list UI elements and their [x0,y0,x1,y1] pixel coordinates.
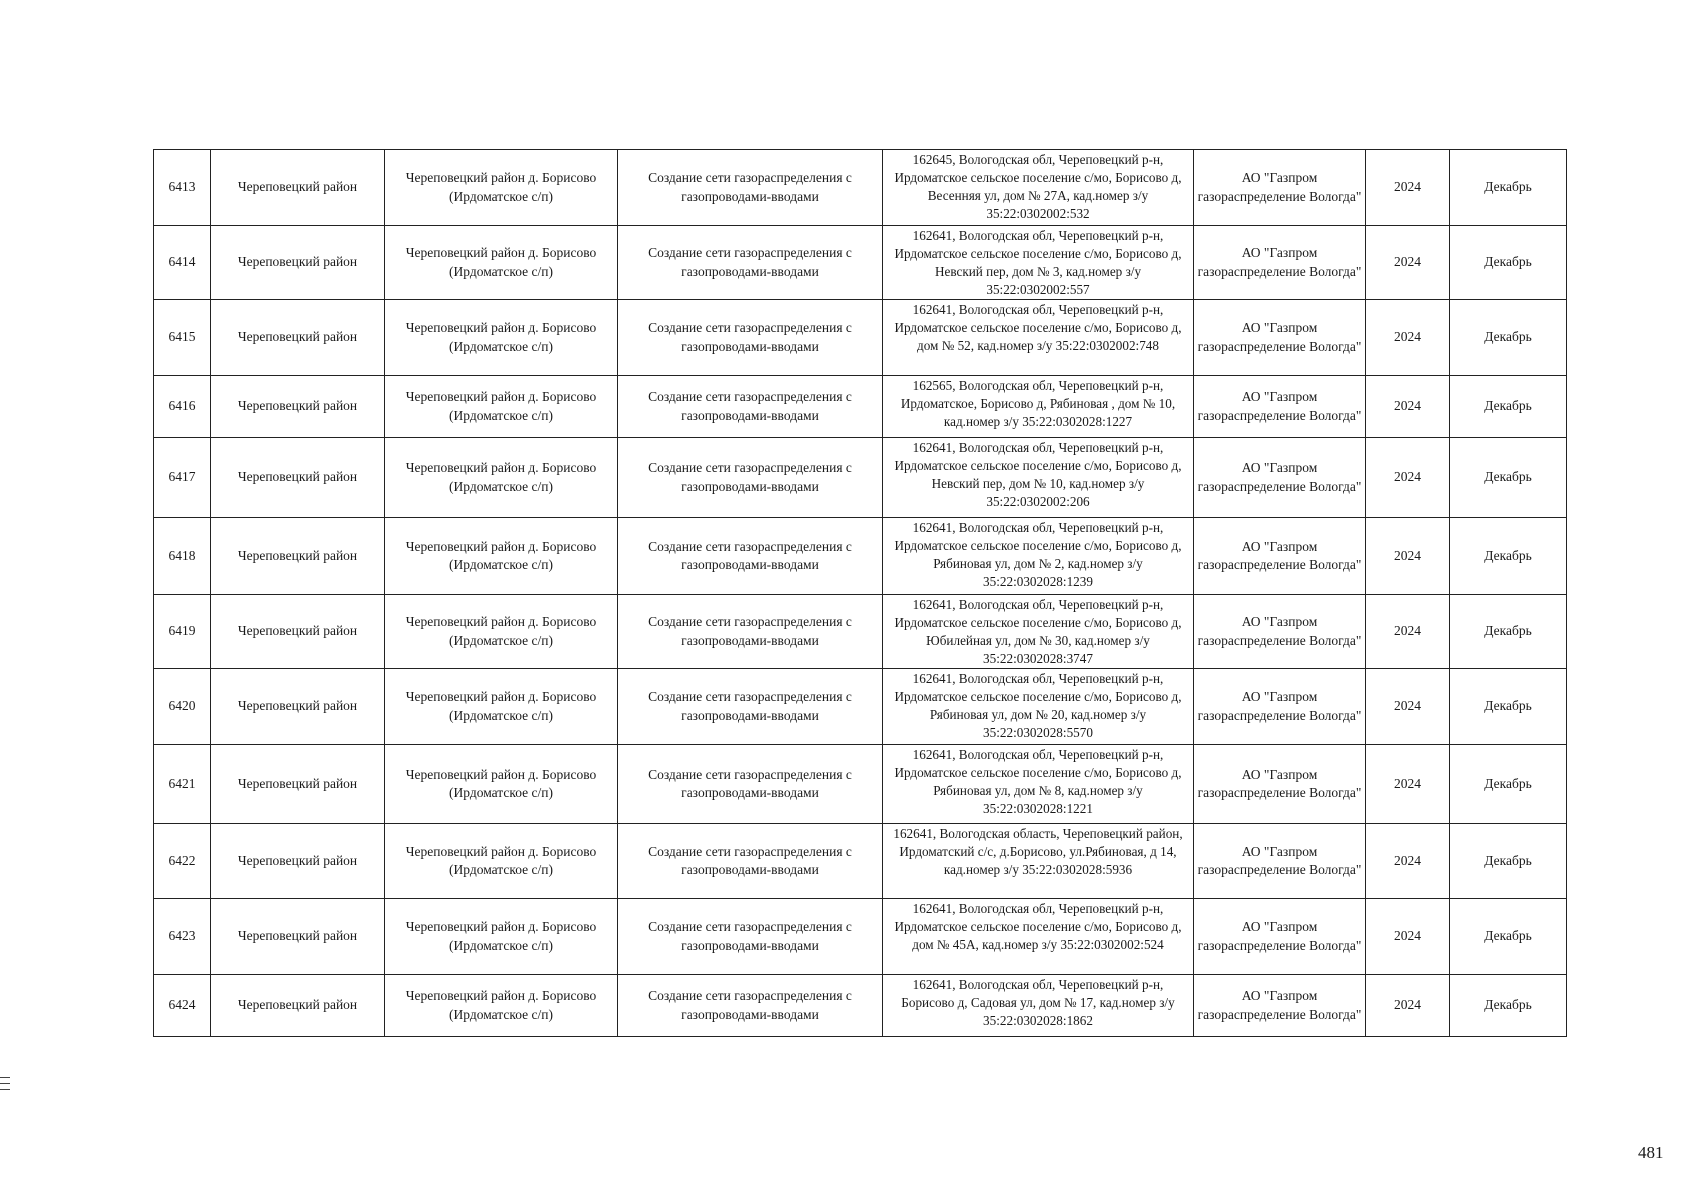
locality-cell: Череповецкий район д. Борисово (Ирдоматское с/п) [385,899,618,975]
work-type-cell: Создание сети газораспределения с газопроводами-вводами [618,824,883,899]
table-row [154,595,1567,669]
organization-cell: АО "Газпром газораспределение Вологда" [1194,899,1366,975]
year-cell: 2024 [1366,438,1450,518]
address-cell: 162641, Вологодская обл, Череповецкий р-н, Ирдоматское сельское поселение с/мо, Борисово д, Юбилейная ул, дом № 30, кад.номер з/у 35:22:0302028:3747 [883,595,1194,669]
organization-cell: АО "Газпром газораспределение Вологда" [1194,150,1366,226]
margin-marks [0,1077,10,1099]
year-cell: 2024 [1366,226,1450,300]
address-cell: 162641, Вологодская обл, Череповецкий р-н, Ирдоматское сельское поселение с/мо, Борисово д, Невский пер, дом № 10, кад.номер з/у 35:22:0302002:206 [883,438,1194,518]
page-number: 481 [1638,1143,1664,1162]
work-type-cell: Создание сети газораспределения с газопроводами-вводами [618,669,883,745]
month-cell: Декабрь [1450,975,1567,1037]
locality-cell: Череповецкий район д. Борисово (Ирдоматское с/п) [385,438,618,518]
locality-cell: Череповецкий район д. Борисово (Ирдоматское с/п) [385,975,618,1037]
table-row [154,669,1567,745]
locality-cell: Череповецкий район д. Борисово (Ирдоматское с/п) [385,824,618,899]
row-number-cell: 6416 [154,376,211,438]
address-cell: 162641, Вологодская обл, Череповецкий р-н, Ирдоматское сельское поселение с/мо, Борисово д, Рябиновая ул, дом № 20, кад.номер з/у 35:22:0302028:5570 [883,669,1194,745]
district-cell: Череповецкий район [211,150,385,226]
row-number-cell: 6424 [154,975,211,1037]
month-cell: Декабрь [1450,824,1567,899]
year-cell: 2024 [1366,824,1450,899]
organization-cell: АО "Газпром газораспределение Вологда" [1194,438,1366,518]
work-type-cell: Создание сети газораспределения с газопроводами-вводами [618,975,883,1037]
year-cell: 2024 [1366,518,1450,595]
district-cell: Череповецкий район [211,669,385,745]
row-number-cell: 6414 [154,226,211,300]
organization-cell: АО "Газпром газораспределение Вологда" [1194,226,1366,300]
district-cell: Череповецкий район [211,438,385,518]
month-cell: Декабрь [1450,438,1567,518]
organization-cell: АО "Газпром газораспределение Вологда" [1194,669,1366,745]
organization-cell: АО "Газпром газораспределение Вологда" [1194,518,1366,595]
work-type-cell: Создание сети газораспределения с газопроводами-вводами [618,595,883,669]
district-cell: Череповецкий район [211,595,385,669]
table-row [154,824,1567,899]
district-cell: Череповецкий район [211,975,385,1037]
organization-cell: АО "Газпром газораспределение Вологда" [1194,975,1366,1037]
organization-cell: АО "Газпром газораспределение Вологда" [1194,376,1366,438]
work-type-cell: Создание сети газораспределения с газопроводами-вводами [618,300,883,376]
month-cell: Декабрь [1450,595,1567,669]
district-cell: Череповецкий район [211,376,385,438]
locality-cell: Череповецкий район д. Борисово (Ирдоматское с/п) [385,669,618,745]
year-cell: 2024 [1366,669,1450,745]
row-number-cell: 6415 [154,300,211,376]
organization-cell: АО "Газпром газораспределение Вологда" [1194,745,1366,824]
address-cell: 162641, Вологодская обл, Череповецкий р-н, Ирдоматское сельское поселение с/мо, Борисово д, Рябиновая ул, дом № 8, кад.номер з/у 35:22:0302028:1221 [883,745,1194,824]
table-row [154,300,1567,376]
year-cell: 2024 [1366,975,1450,1037]
district-cell: Череповецкий район [211,226,385,300]
year-cell: 2024 [1366,150,1450,226]
month-cell: Декабрь [1450,669,1567,745]
locality-cell: Череповецкий район д. Борисово (Ирдоматское с/п) [385,376,618,438]
month-cell: Декабрь [1450,300,1567,376]
locality-cell: Череповецкий район д. Борисово (Ирдоматское с/п) [385,745,618,824]
month-cell: Декабрь [1450,150,1567,226]
address-cell: 162641, Вологодская область, Череповецкий район, Ирдоматский с/с, д.Борисово, ул.Рябиновая, д 14, кад.номер з/у 35:22:0302028:5936 [883,824,1194,899]
year-cell: 2024 [1366,300,1450,376]
year-cell: 2024 [1366,376,1450,438]
work-type-cell: Создание сети газораспределения с газопроводами-вводами [618,376,883,438]
work-type-cell: Создание сети газораспределения с газопроводами-вводами [618,226,883,300]
address-cell: 162641, Вологодская обл, Череповецкий р-н, Ирдоматское сельское поселение с/мо, Борисово д, дом № 52, кад.номер з/у 35:22:0302002:748 [883,300,1194,376]
month-cell: Декабрь [1450,518,1567,595]
locality-cell: Череповецкий район д. Борисово (Ирдоматское с/п) [385,595,618,669]
district-cell: Череповецкий район [211,824,385,899]
locality-cell: Череповецкий район д. Борисово (Ирдоматское с/п) [385,226,618,300]
district-cell: Череповецкий район [211,518,385,595]
table-row [154,518,1567,595]
work-type-cell: Создание сети газораспределения с газопроводами-вводами [618,899,883,975]
month-cell: Декабрь [1450,745,1567,824]
row-number-cell: 6417 [154,438,211,518]
district-cell: Череповецкий район [211,300,385,376]
table-row [154,975,1567,1037]
table-row [154,150,1567,226]
row-number-cell: 6420 [154,669,211,745]
address-cell: 162641, Вологодская обл, Череповецкий р-н, Ирдоматское сельское поселение с/мо, Борисово д, дом № 45А, кад.номер з/у 35:22:0302002:524 [883,899,1194,975]
row-number-cell: 6422 [154,824,211,899]
address-cell: 162565, Вологодская обл, Череповецкий р-н, Ирдоматское, Борисово д, Рябиновая , дом № 10, кад.номер з/у 35:22:0302028:1227 [883,376,1194,438]
address-cell: 162641, Вологодская обл, Череповецкий р-н, Ирдоматское сельское поселение с/мо, Борисово д, Рябиновая ул, дом № 2, кад.номер з/у 35:22:0302028:1239 [883,518,1194,595]
address-cell: 162641, Вологодская обл, Череповецкий р-н, Борисово д, Садовая ул, дом № 17, кад.номер з/у 35:22:0302028:1862 [883,975,1194,1037]
data-table [153,149,1567,1037]
locality-cell: Череповецкий район д. Борисово (Ирдоматское с/п) [385,300,618,376]
work-type-cell: Создание сети газораспределения с газопроводами-вводами [618,745,883,824]
district-cell: Череповецкий район [211,745,385,824]
year-cell: 2024 [1366,899,1450,975]
row-number-cell: 6413 [154,150,211,226]
year-cell: 2024 [1366,745,1450,824]
organization-cell: АО "Газпром газораспределение Вологда" [1194,595,1366,669]
address-cell: 162641, Вологодская обл, Череповецкий р-н, Ирдоматское сельское поселение с/мо, Борисово д, Невский пер, дом № 3, кад.номер з/у 35:22:0302002:557 [883,226,1194,300]
row-number-cell: 6421 [154,745,211,824]
table-row [154,438,1567,518]
table-row [154,376,1567,438]
month-cell: Декабрь [1450,226,1567,300]
locality-cell: Череповецкий район д. Борисово (Ирдоматское с/п) [385,518,618,595]
row-number-cell: 6419 [154,595,211,669]
table-row [154,226,1567,300]
row-number-cell: 6423 [154,899,211,975]
work-type-cell: Создание сети газораспределения с газопроводами-вводами [618,438,883,518]
locality-cell: Череповецкий район д. Борисово (Ирдоматское с/п) [385,150,618,226]
month-cell: Декабрь [1450,899,1567,975]
table-row [154,745,1567,824]
table-row [154,899,1567,975]
month-cell: Декабрь [1450,376,1567,438]
district-cell: Череповецкий район [211,899,385,975]
address-cell: 162645, Вологодская обл, Череповецкий р-н, Ирдоматское сельское поселение с/мо, Борисово д, Весенняя ул, дом № 27А, кад.номер з/у 35:22:0302002:532 [883,150,1194,226]
work-type-cell: Создание сети газораспределения с газопроводами-вводами [618,150,883,226]
work-type-cell: Создание сети газораспределения с газопроводами-вводами [618,518,883,595]
row-number-cell: 6418 [154,518,211,595]
organization-cell: АО "Газпром газораспределение Вологда" [1194,824,1366,899]
organization-cell: АО "Газпром газораспределение Вологда" [1194,300,1366,376]
year-cell: 2024 [1366,595,1450,669]
